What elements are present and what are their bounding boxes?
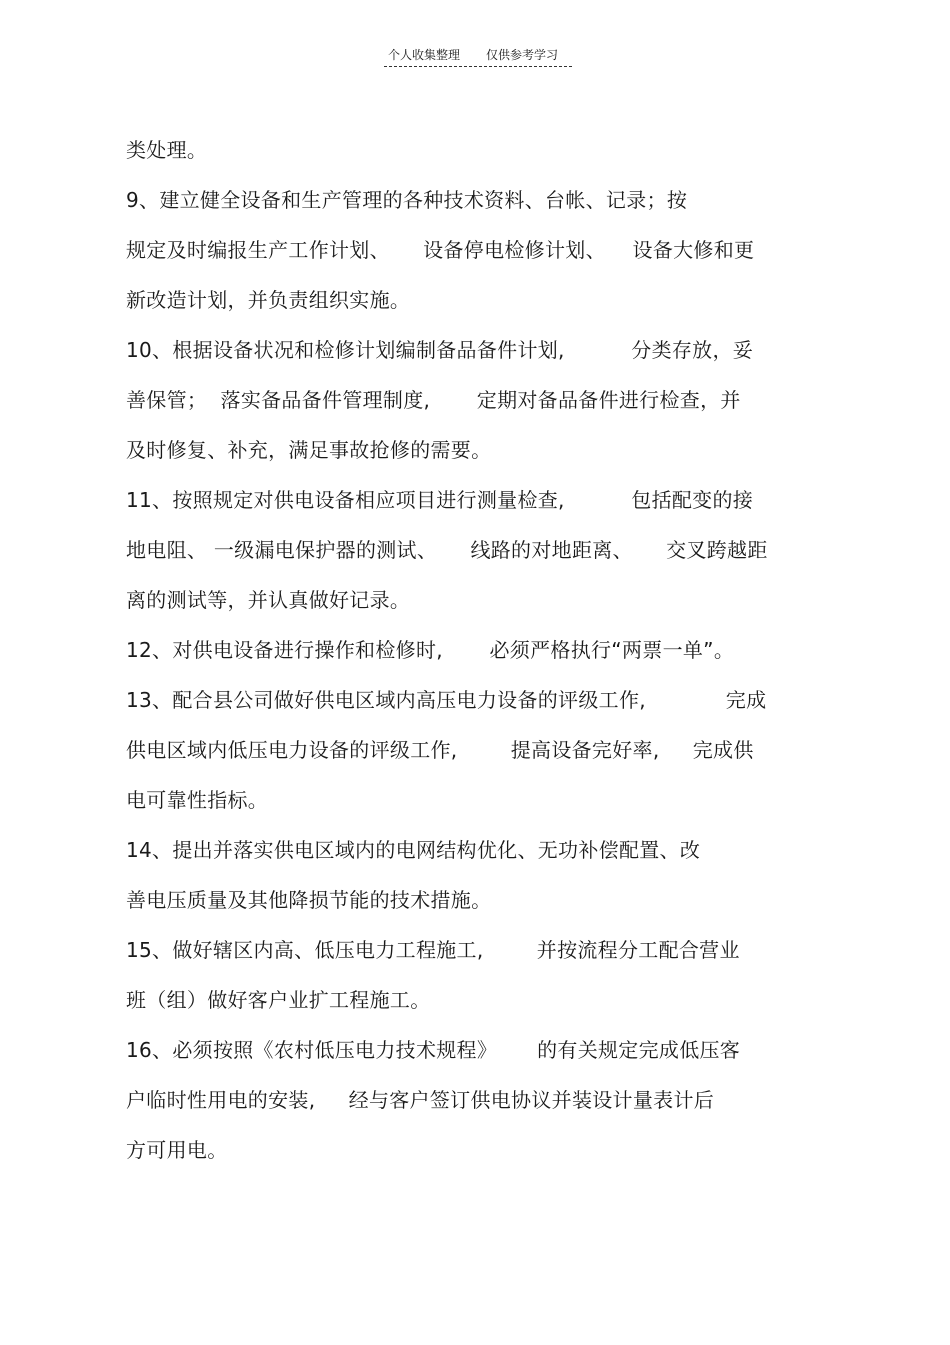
text-line: 班（组）做好客户业扩工程施工。 — [126, 988, 431, 1012]
text-line: 地电阻、 一级漏电保护器的测试、 线路的对地距离、 交叉跨越距 — [126, 538, 768, 562]
header-left-text: 个人收集整理 — [388, 48, 461, 62]
text-line: 12、对供电设备进行操作和检修时, 必须严格执行“两票一单”。 — [126, 638, 735, 662]
text-line: 电可靠性指标。 — [126, 788, 269, 812]
text-line: 方可用电。 — [126, 1138, 228, 1162]
text-line: 9、建立健全设备和生产管理的各种技术资料、台帐、记录；按 — [126, 188, 688, 212]
header-right-text: 仅供参考学习 — [486, 48, 559, 62]
text-line: 新改造计划，并负责组织实施。 — [126, 288, 411, 312]
text-line: 16、必须按照《农村低压电力技术规程》 的有关规定完成低压客 — [126, 1038, 741, 1062]
text-line: 规定及时编报生产工作计划、 设备停电检修计划、 设备大修和更 — [126, 238, 755, 262]
page-header — [384, 44, 572, 67]
text-line: 类处理。 — [126, 138, 208, 162]
text-line: 及时修复、补充，满足事故抢修的需要。 — [126, 438, 492, 462]
text-line: 13、配合县公司做好供电区域内高压电力设备的评级工作, 完成 — [126, 688, 767, 712]
text-line: 供电区域内低压电力设备的评级工作, 提高设备完好率, 完成供 — [126, 738, 754, 762]
text-line: 11、按照规定对供电设备相应项目进行测量检查, 包括配变的接 — [126, 488, 754, 512]
text-line: 善保管； 落实备品备件管理制度, 定期对备品备件进行检查，并 — [126, 388, 741, 412]
text-line: 离的测试等，并认真做好记录。 — [126, 588, 411, 612]
text-line: 10、根据设备状况和检修计划编制备品备件计划, 分类存放，妥 — [126, 338, 754, 362]
text-line: 户临时性用电的安装, 经与客户签订供电协议并装设计量表计后 — [126, 1088, 715, 1112]
text-line: 14、提出并落实供电区域内的电网结构优化、无功补偿配置、改 — [126, 838, 701, 862]
text-line: 15、做好辖区内高、低压电力工程施工, 并按流程分工配合营业 — [126, 938, 740, 962]
text-line: 善电压质量及其他降损节能的技术措施。 — [126, 888, 492, 912]
